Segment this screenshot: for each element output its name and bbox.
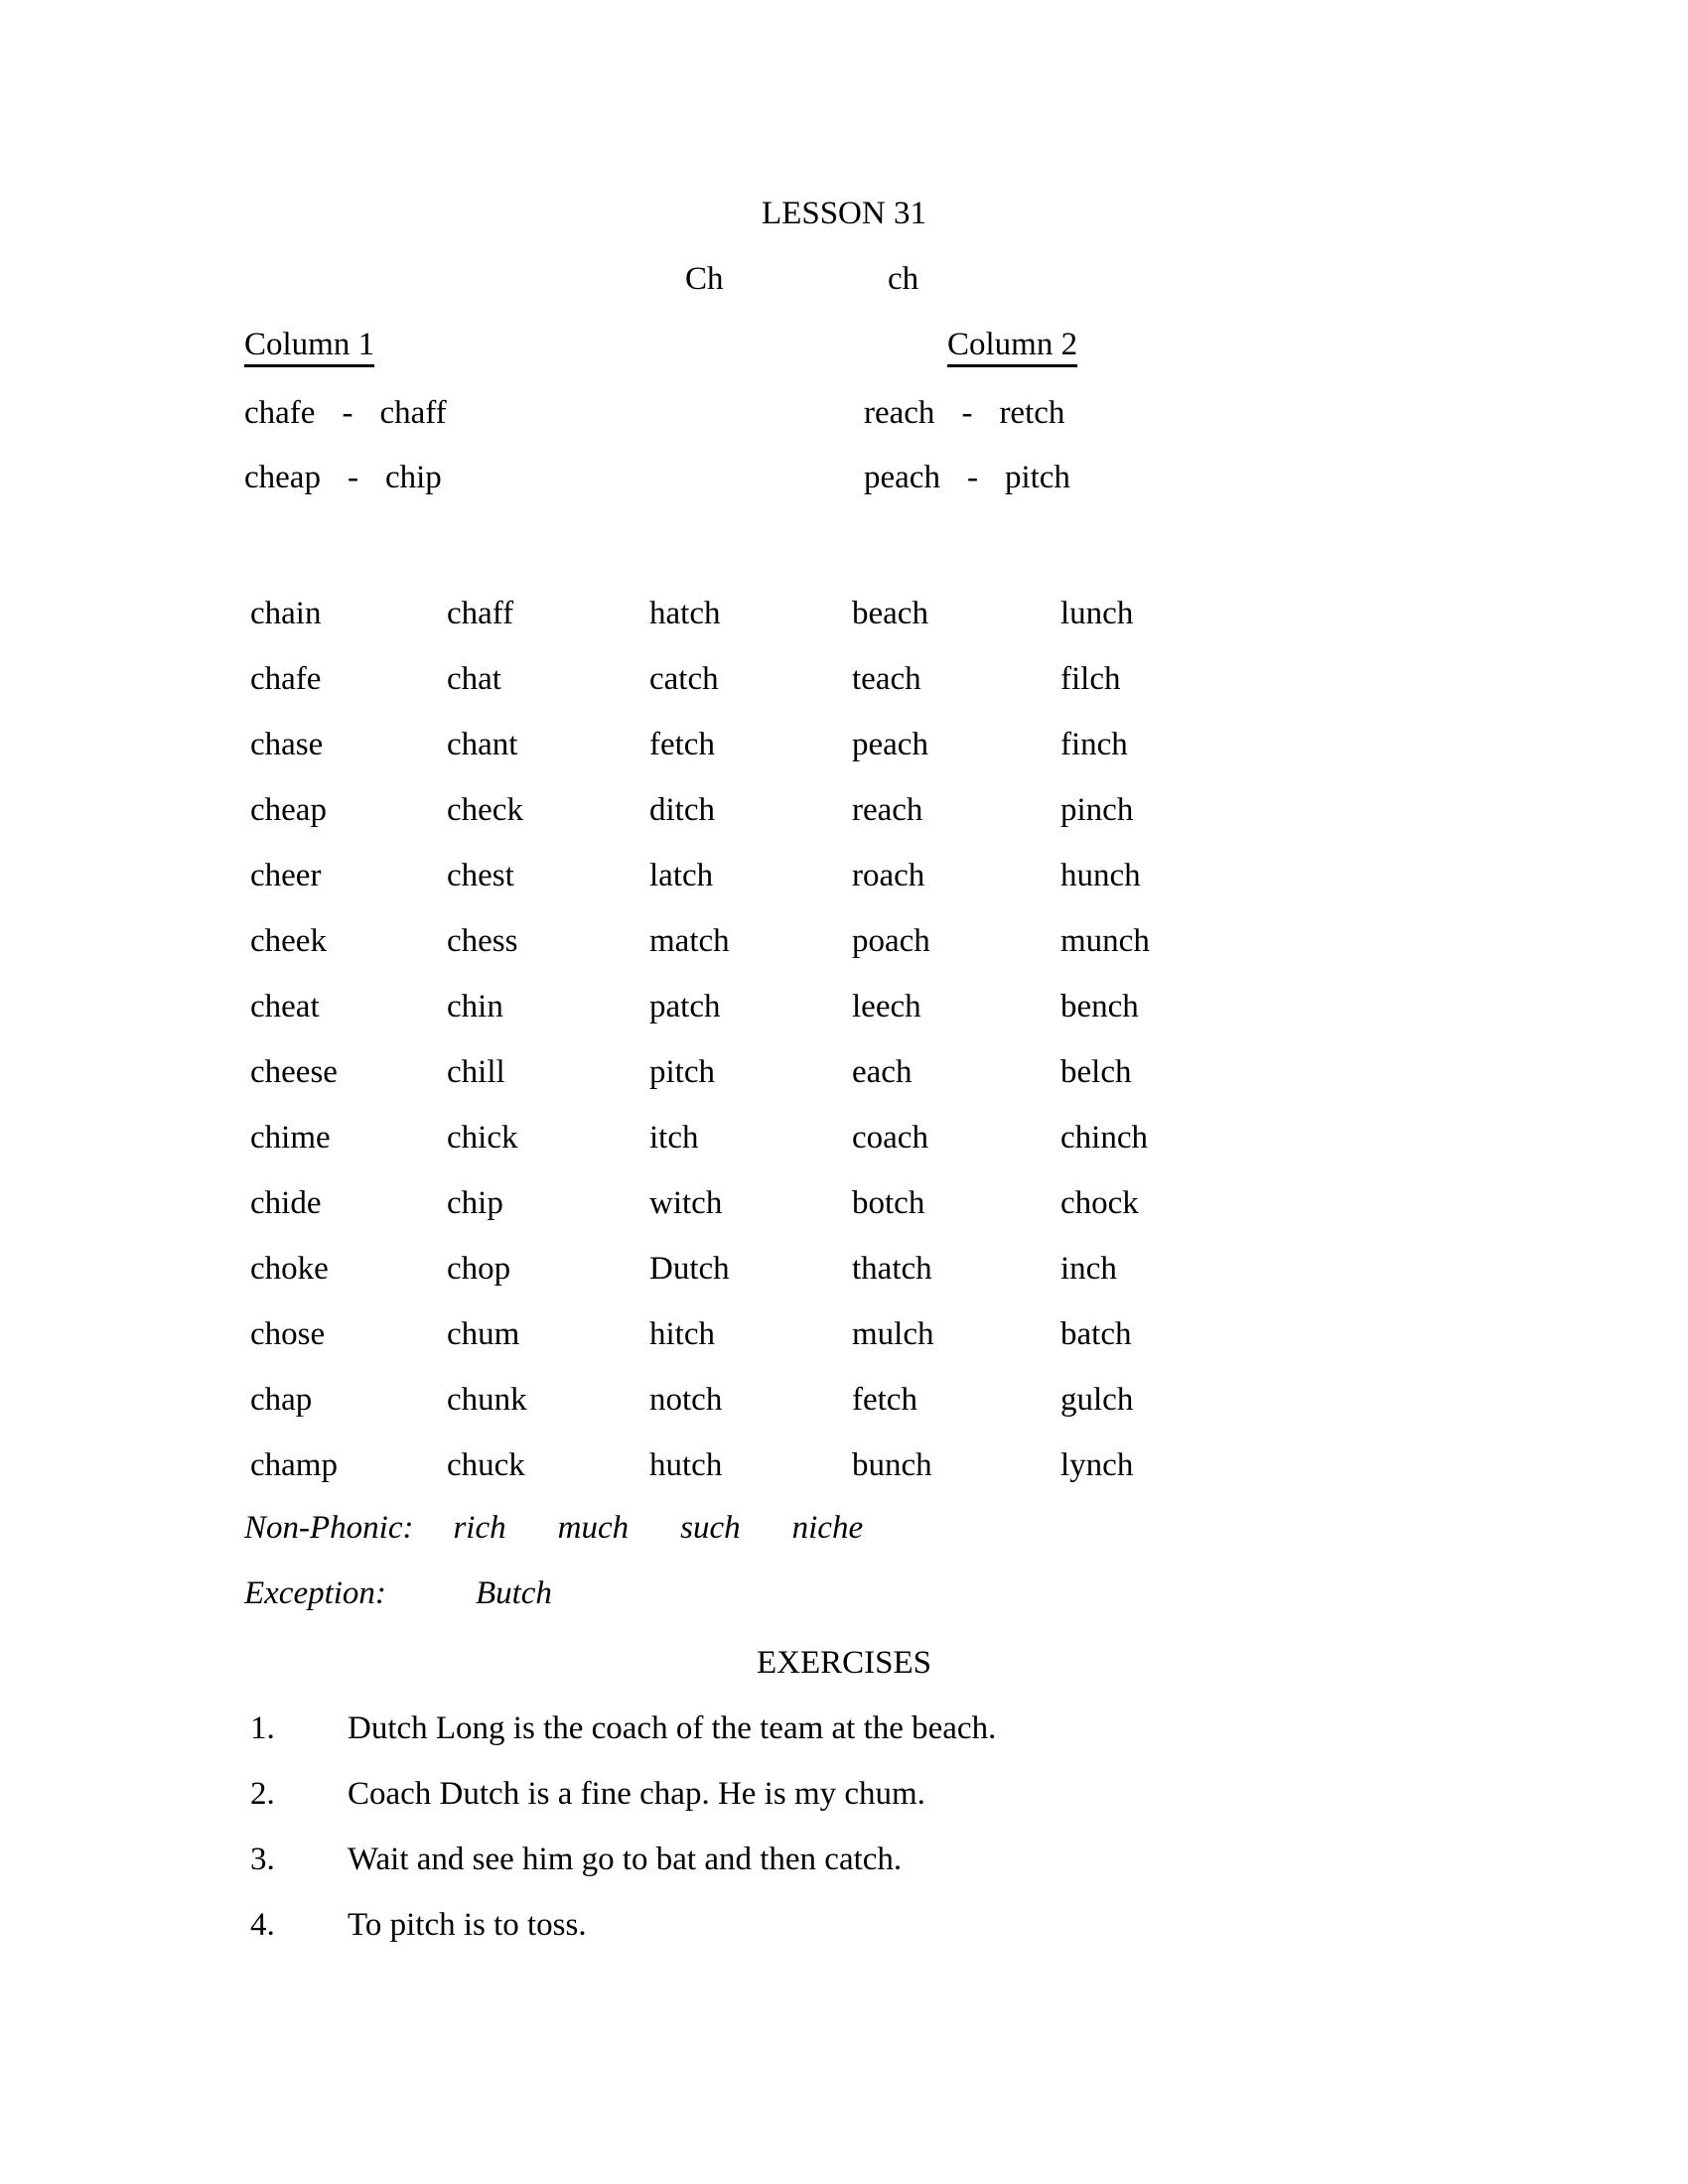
word-cell: chill [447,1054,505,1090]
pair-word: reach [864,395,935,431]
word-cell: chess [447,923,518,959]
word-row [250,581,1342,646]
pair-col2-row2 [864,461,1070,494]
word-cell: thatch [852,1251,932,1287]
word-cell: poach [852,923,930,959]
word-row [250,1170,1342,1236]
word-cell: chime [250,1120,331,1156]
word-row [250,712,1342,777]
exercise-text: Coach Dutch is a fine chap. He is my chum. [348,1776,925,1812]
word-cell: coach [852,1120,928,1156]
exercise-number: 3. [250,1842,275,1877]
pair-word: chaff [379,395,447,431]
exception-word: Butch [475,1575,552,1611]
word-cell: teach [852,661,921,697]
non-phonic-word: much [557,1510,630,1546]
word-cell: leech [852,989,921,1024]
exercise-text: Wait and see him go to bat and then catch. [348,1842,903,1877]
exercise-text: Dutch Long is the coach of the team at the beach. [348,1710,997,1746]
non-phonic-word: such [680,1510,741,1546]
pair-separator: - [966,460,978,495]
word-cell: filch [1060,661,1121,697]
word-cell: witch [649,1185,723,1221]
word-cell: catch [649,661,719,697]
exercise-number: 4. [250,1907,275,1943]
pair-word: peach [864,460,940,495]
word-cell: chin [447,989,503,1024]
word-cell: itch [649,1120,699,1156]
word-cell: match [649,923,730,959]
word-cell: roach [852,858,925,893]
word-cell: chick [447,1120,518,1156]
pair-col2-row1 [864,396,1064,430]
word-row [250,908,1342,974]
pair-word: chip [384,460,442,495]
word-cell: cheese [250,1054,338,1090]
word-cell: finch [1060,727,1128,762]
word-cell: chip [447,1185,503,1221]
exercise-item [250,1908,996,1942]
word-cell: chinch [1060,1120,1148,1156]
word-row [250,843,1342,908]
exception-line [244,1576,552,1610]
word-cell: chafe [250,661,322,697]
pair-separator: - [342,395,353,431]
word-cell: chock [1060,1185,1139,1221]
subtitle-ch-lowercase: ch [888,261,919,297]
page-title: LESSON 31 [762,196,926,231]
exception-label: Exception: [244,1575,386,1611]
column1-header: Column 1 [244,328,374,367]
word-cell: chat [447,661,501,697]
word-row [250,1301,1342,1367]
pair-col1-row2 [244,461,442,494]
word-cell: munch [1060,923,1150,959]
word-cell: chest [447,858,514,893]
word-cell: fetch [649,727,715,762]
word-cell: each [852,1054,913,1090]
pair-separator: - [961,395,973,431]
word-cell: batch [1060,1316,1132,1352]
word-cell: chant [447,727,518,762]
non-phonic-word: niche [791,1510,864,1546]
word-cell: Dutch [649,1251,730,1287]
pair-word: chafe [244,395,316,431]
word-cell: ditch [649,792,715,828]
non-phonic-line [244,1511,863,1545]
word-row [250,1236,1342,1301]
word-cell: fetch [852,1382,917,1418]
word-cell: chop [447,1251,511,1287]
word-cell: gulch [1060,1382,1134,1418]
word-cell: chaff [447,596,514,631]
exercise-list [250,1711,996,1974]
word-cell: peach [852,727,928,762]
word-table [250,581,1342,1498]
word-cell: chose [250,1316,326,1352]
word-cell: pinch [1060,792,1134,828]
exercise-item [250,1711,996,1745]
word-cell: hatch [649,596,721,631]
word-row [250,1039,1342,1105]
word-cell: belch [1060,1054,1132,1090]
exercise-text: To pitch is to toss. [348,1907,587,1943]
word-cell: botch [852,1185,925,1221]
word-cell: lynch [1060,1447,1134,1483]
word-cell: cheat [250,989,320,1024]
word-row [250,1367,1342,1433]
word-cell: chuck [447,1447,525,1483]
word-cell: inch [1060,1251,1117,1287]
non-phonic-words [453,1511,863,1545]
word-cell: chum [447,1316,520,1352]
exercises-heading: EXERCISES [756,1645,932,1681]
word-row [250,646,1342,712]
word-cell: champ [250,1447,338,1483]
word-row [250,1433,1342,1498]
word-row [250,974,1342,1039]
word-cell: cheer [250,858,322,893]
word-cell: beach [852,596,928,631]
pair-word: cheap [244,460,321,495]
word-cell: bunch [852,1447,932,1483]
word-cell: patch [649,989,721,1024]
word-cell: choke [250,1251,329,1287]
word-cell: bench [1060,989,1139,1024]
word-cell: hunch [1060,858,1141,893]
word-cell: chide [250,1185,322,1221]
word-cell: notch [649,1382,723,1418]
word-cell: chunk [447,1382,527,1418]
word-cell: lunch [1060,596,1134,631]
exercise-item [250,1777,996,1811]
pair-separator: - [347,460,358,495]
column2-header: Column 2 [947,328,1077,367]
word-cell: chase [250,727,324,762]
word-cell: check [447,792,523,828]
word-row [250,777,1342,843]
non-phonic-label: Non-Phonic: [244,1510,414,1546]
word-cell: hitch [649,1316,715,1352]
pair-word: retch [999,395,1065,431]
word-cell: reach [852,792,923,828]
word-cell: pitch [649,1054,715,1090]
word-cell: cheap [250,792,327,828]
exercise-number: 1. [250,1710,275,1746]
word-cell: cheek [250,923,327,959]
word-row [250,1105,1342,1170]
exercise-item [250,1843,996,1876]
exercise-number: 2. [250,1776,275,1812]
word-cell: latch [649,858,714,893]
word-cell: mulch [852,1316,934,1352]
word-cell: chain [250,596,322,631]
pair-col1-row1 [244,396,447,430]
pair-word: pitch [1004,460,1070,495]
non-phonic-word: rich [453,1510,506,1546]
subtitle-ch-uppercase: Ch [685,261,724,297]
word-cell: chap [250,1382,313,1418]
word-cell: hutch [649,1447,723,1483]
